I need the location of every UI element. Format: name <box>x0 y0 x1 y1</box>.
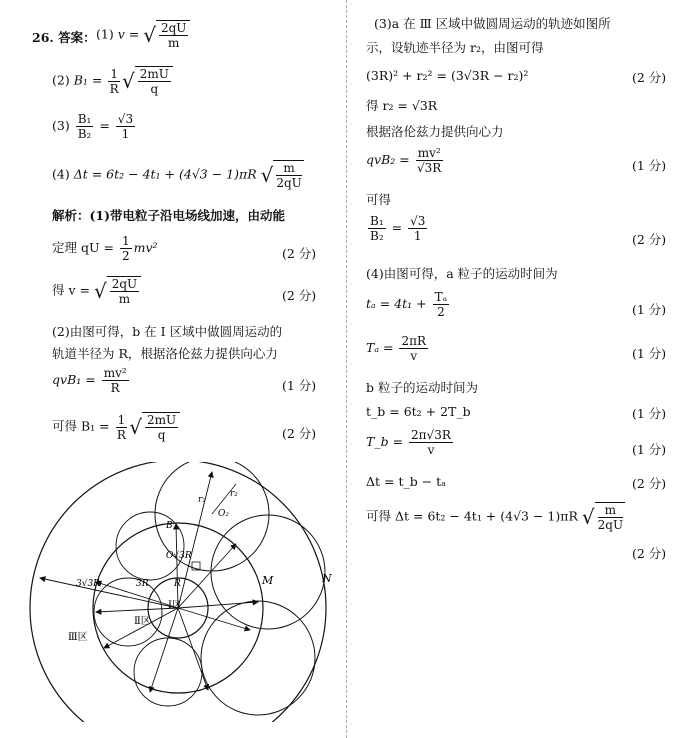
label-zone-1: Ⅰ区 <box>168 600 182 611</box>
explanation-line-7-denominator: q <box>157 428 166 442</box>
label-zone-3: Ⅲ区 <box>68 632 88 643</box>
label-N: N <box>322 572 332 585</box>
right-line-9: (4)由图可得，a 粒子的运动时间为 <box>366 266 558 281</box>
answer-heading-text: 26. 答案： <box>32 30 96 45</box>
right-line-8 <box>366 214 429 243</box>
score-r11: (1 分) <box>632 346 667 361</box>
answer-4-prefix: (4) <box>52 166 70 182</box>
answer-2-prefix: (2) <box>52 72 70 88</box>
label-r2-b: r₂ <box>230 489 238 499</box>
small-trajectory-1 <box>116 512 184 580</box>
radial-line-3 <box>96 608 178 612</box>
right-line-10-numerator: Tₐ <box>434 290 448 304</box>
answer-2: (2) B₁ = $\frac{1}{R}$ √ $\frac{2mU}{q}$ <box>52 66 173 96</box>
right-line-16-lhs: 可得 Δt = 6t₂ − 4t₁ + (4√3 − 1)πR <box>366 508 578 524</box>
explanation-line-7-frac-num: 1 <box>117 412 126 427</box>
label-B: B <box>166 521 173 531</box>
answer-1-denominator: m <box>167 36 180 50</box>
answer-3-denominator: B₂ <box>77 127 92 141</box>
right-line-14 <box>366 428 455 457</box>
right-line-3: (3R)² + r₂² = (3√3R − r₂)² <box>366 68 529 83</box>
right-line-6 <box>366 146 445 175</box>
right-line-14-numerator: 2π√3R <box>411 428 451 442</box>
explanation-line-1 <box>52 206 285 224</box>
explanation-line-3-denominator: m <box>118 292 131 306</box>
answer-3-numerator: B₁ <box>77 112 92 126</box>
explanation-line-3-lhs: 得 v = <box>52 282 90 298</box>
right-line-7: 可得 <box>366 192 392 207</box>
score-r14: (1 分) <box>632 442 667 457</box>
answer-2-frac-den: R <box>109 81 119 96</box>
answer-1-numerator: 2qU <box>160 21 187 35</box>
right-line-15: Δt = t_b − tₐ <box>366 474 447 489</box>
answer-4-numerator: m <box>276 161 301 176</box>
score-r3: (2 分) <box>632 70 667 85</box>
answer-heading <box>32 28 96 46</box>
answer-2-denominator: q <box>150 82 159 96</box>
right-line-16: 可得 Δt = 6t₂ − 4t₁ + (4√3 − 1)πR √ $\frac{m}{2qU}$ <box>366 503 624 532</box>
right-line-11-numerator: 2πR <box>401 334 427 348</box>
answer-1-lhs: v = <box>117 26 140 42</box>
radial-line-6 <box>178 608 208 690</box>
label-O-sqrt3R: O√3R <box>166 551 192 561</box>
label-3R: 3R <box>136 579 149 589</box>
right-line-8-rhs-num: √3 <box>410 214 426 228</box>
label-r2-a: r₂ <box>198 495 206 505</box>
explanation-line-2-frac-num: 1 <box>121 234 130 248</box>
right-line-16-denominator: 2qU <box>597 518 624 532</box>
score-r8: (2 分) <box>632 232 667 247</box>
answer-1-prefix: (1) <box>96 26 114 42</box>
right-line-6-lhs: qvB₂ = <box>366 152 410 167</box>
right-line-16-numerator: m <box>598 503 623 518</box>
column-divider <box>346 0 347 738</box>
right-line-5: 根据洛伦兹力提供向心力 <box>366 124 504 139</box>
right-line-8-denominator: B₂ <box>370 229 384 243</box>
right-line-8-rhs-den: 1 <box>413 229 422 243</box>
magnetic-field-diagram <box>0 462 346 722</box>
explanation-line-2-lhs: 定理 qU = <box>52 240 114 255</box>
explanation-line-2-frac-den: 2 <box>121 249 130 263</box>
label-M: M <box>262 574 274 587</box>
right-line-1: (3)a 在 Ⅲ 区域中做圆周运动的轨迹如图所 <box>374 16 611 31</box>
label-3sqrt3R: 3√3R <box>76 579 100 589</box>
right-line-2: 示，设轨迹半径为 r₂，由图可得 <box>366 40 544 55</box>
right-line-11 <box>366 334 430 363</box>
right-line-6-denominator: √3R <box>417 161 442 175</box>
right-line-4: 得 r₂ = √3R <box>366 98 438 113</box>
score-r13: (1 分) <box>632 406 667 421</box>
label-O2: O₂ <box>218 509 229 519</box>
explanation-line-4: (2)由图可得，b 在 Ⅰ 区域中做圆周运动的 <box>52 324 283 339</box>
score-r10: (1 分) <box>632 302 667 317</box>
answer-1 <box>96 20 190 50</box>
label-R: R <box>174 579 181 589</box>
explanation-line-6 <box>52 366 131 395</box>
right-line-8-equals: = <box>391 220 403 235</box>
answer-3-rhs-num: √3 <box>117 112 134 126</box>
right-line-10-denominator: 2 <box>437 305 445 319</box>
explanation-line-7-numerator: 2mU <box>147 413 177 427</box>
explanation-line-5: 轨道半径为 R，根据洛伦兹力提供向心力 <box>52 346 278 361</box>
right-line-6-numerator: mv² <box>417 146 441 160</box>
answer-4-denominator: 2qU <box>276 176 302 190</box>
trajectory-circle-bottom <box>201 601 315 715</box>
answer-3 <box>52 112 137 141</box>
explanation-line-6-numerator: mv² <box>103 366 127 380</box>
explanation-line-2-rhs: mv² <box>133 240 158 255</box>
answer-4-expression: Δt = 6t₂ − 4t₁ + (4√3 − 1)πR <box>73 166 257 182</box>
score-exp2: (2 分) <box>282 246 317 261</box>
score-exp7: (2 分) <box>282 426 317 441</box>
right-line-10 <box>366 290 451 319</box>
explanation-line-3-numerator: 2qU <box>111 277 138 291</box>
right-line-11-lhs: Tₐ = <box>366 340 394 355</box>
right-line-14-denominator: v <box>427 443 435 457</box>
radial-line-7 <box>178 608 250 630</box>
trajectory-circle-right <box>211 515 325 629</box>
answer-3-equals: = <box>99 118 110 133</box>
explanation-line-3: 得 v = √ $\frac{2qU}{m}$ <box>52 276 141 306</box>
right-line-8-numerator: B₁ <box>370 214 384 228</box>
right-line-10-lhs: tₐ = 4t₁ + <box>366 296 427 311</box>
right-line-14-lhs: T_b = <box>366 434 404 449</box>
explanation-line-2 <box>52 234 158 263</box>
answer-2-lhs: B₁ = <box>73 72 103 88</box>
answer-2-numerator: 2mU <box>139 67 169 81</box>
answer-1-sqrt: √ $\frac{2qU}{m}$ <box>143 20 190 50</box>
label-zone-2: Ⅱ区 <box>134 616 151 627</box>
radial-line-8 <box>178 602 258 608</box>
score-r15: (2 分) <box>632 476 667 491</box>
answer-3-prefix: (3) <box>52 118 70 133</box>
score-exp3: (2 分) <box>282 288 317 303</box>
explanation-line-6-denominator: R <box>110 381 120 395</box>
score-r16: (2 分) <box>632 546 667 561</box>
explanation-line-1-text: 解析：(1)带电粒子沿电场线加速，由动能 <box>52 208 286 223</box>
right-column <box>350 0 692 738</box>
right-line-13: t_b = 6t₂ + 2T_b <box>366 404 471 419</box>
explanation-line-7-lhs: 可得 B₁ = <box>52 418 110 434</box>
answer-3-rhs-den: 1 <box>121 127 130 141</box>
right-line-11-denominator: v <box>410 349 418 363</box>
explanation-line-7: 可得 B₁ = $\frac{1}{R}$ √ $\frac{2mU}{q}$ <box>52 412 180 442</box>
score-r6: (1 分) <box>632 158 667 173</box>
radial-line-1 <box>40 578 178 608</box>
score-exp6: (1 分) <box>282 378 317 393</box>
small-trajectory-3 <box>134 638 202 706</box>
right-line-12: b 粒子的运动时间为 <box>366 380 478 395</box>
answer-2-frac-num: 1 <box>110 66 118 81</box>
explanation-line-6-lhs: qvB₁ = <box>52 372 96 387</box>
answer-4: (4) Δt = 6t₂ − 4t₁ + (4√3 − 1)πR √ $\frac{m}{2qU}$ <box>52 161 302 190</box>
explanation-line-7-frac-den: R <box>116 427 126 442</box>
